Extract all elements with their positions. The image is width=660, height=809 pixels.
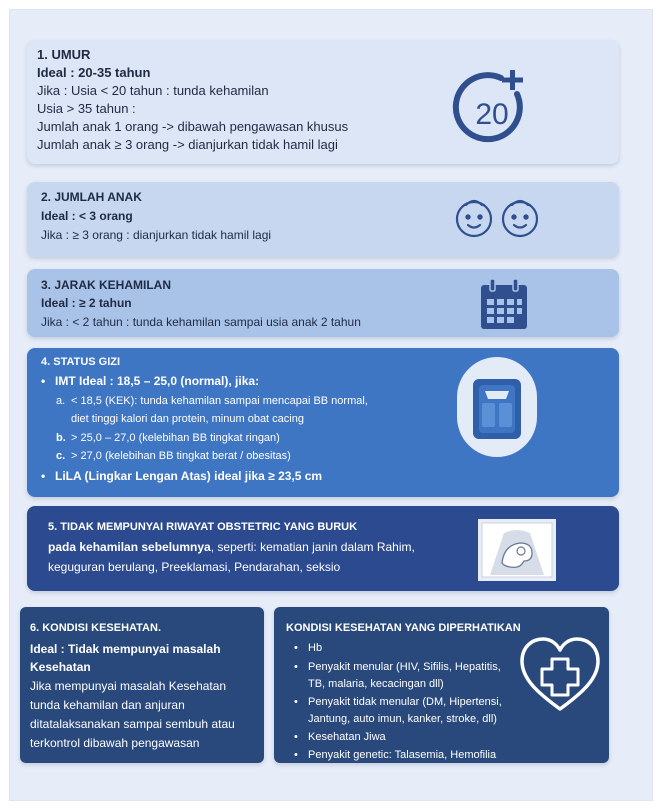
umur-line-3: Jumlah anak 1 orang -> dibawah pengawasan khusus: [37, 119, 349, 134]
gizi-imt: • IMT Ideal : 18,5 – 25,0 (normal), jika:: [55, 374, 259, 388]
gizi-b-marker: b.: [56, 432, 66, 444]
kesehatan-title: 6. KONDISI KESEHATAN.: [30, 622, 161, 634]
gizi-c-line: > 27,0 (kelebihan BB tingkat berat / obesitas): [71, 450, 291, 462]
umur-line-4: Jumlah anak ≥ 3 orang -> dianjurkan tidak hamil lagi: [37, 137, 338, 152]
gizi-a-line-1: < 18,5 (KEK): tunda kehamilan sampai mencapai BB normal,: [71, 395, 368, 407]
umur-line-2: Usia > 35 tahun :: [37, 101, 136, 116]
heart-medical-cross-icon: [518, 635, 602, 715]
diperhatikan-title: KONDISI KESEHATAN YANG DIPERHATIKAN: [286, 622, 521, 634]
card-status-gizi: [27, 348, 619, 497]
age-20-plus-icon: [451, 64, 537, 150]
jumlah-anak-title: 2. JUMLAH ANAK: [41, 190, 142, 204]
calendar-icon: [479, 277, 529, 331]
list-item: • Penyakit genetic: Talasemia, Hemofilia: [308, 749, 496, 761]
kesehatan-line-4: terkontrol dibawah pengawasan: [30, 736, 200, 750]
umur-line-1: Jika : Usia < 20 tahun : tunda kehamilan: [37, 83, 269, 98]
list-item: • Penyakit tidak menular (DM, Hipertensi,: [308, 696, 502, 708]
jumlah-anak-line-1: Jika : ≥ 3 orang : dianjurkan tidak hamil lagi: [41, 228, 272, 242]
weighing-scale-icon: [455, 353, 539, 461]
infographic-page: [9, 9, 653, 801]
ultrasound-icon: [478, 519, 556, 581]
kesehatan-line-3: ditatalaksanakan sampai sembuh atau: [30, 717, 235, 731]
gizi-c-marker: c.: [56, 450, 66, 462]
list-item-continuation: Jantung, auto imun, kanker, stroke, dll): [308, 713, 497, 725]
jarak-title: 3. JARAK KEHAMILAN: [41, 278, 172, 292]
umur-ideal: Ideal : 20-35 tahun: [37, 65, 151, 80]
umur-title: 1. UMUR: [37, 47, 91, 62]
gizi-lila: • LiLA (Lingkar Lengan Atas) ideal jika ≥ 23,5 cm: [55, 469, 322, 483]
kesehatan-line-2: tunda kehamilan dan anjuran: [30, 698, 185, 712]
list-item: • Hb: [308, 642, 322, 654]
card-umur: [27, 40, 619, 164]
obstetric-line-1: [48, 540, 415, 554]
gizi-title: 4. STATUS GIZI: [41, 356, 121, 368]
kesehatan-ideal-2: Kesehatan: [30, 660, 91, 674]
card-jarak-kehamilan: [27, 269, 619, 337]
jarak-line-1: Jika : < 2 tahun : tunda kehamilan sampai usia anak 2 tahun: [41, 315, 361, 329]
list-item-continuation: TB, malaria, kecacingan dll): [308, 678, 444, 690]
card-riwayat-obstetric: [27, 506, 619, 591]
obstetric-title: 5. TIDAK MEMPUNYAI RIWAYAT OBSTETRIC YANG BURUK: [48, 521, 358, 533]
baby-faces-icon: [452, 195, 542, 243]
gizi-b-line: > 25,0 – 27,0 (kelebihan BB tingkat ringan): [71, 432, 280, 444]
list-item: • Kesehatan Jiwa: [308, 731, 386, 743]
gizi-a-line-2: diet tinggi kalori dan protein, minum obat cacing: [71, 413, 304, 425]
kesehatan-line-1: Jika mempunyai masalah Kesehatan: [30, 679, 227, 693]
jumlah-anak-ideal: Ideal : < 3 orang: [41, 209, 133, 223]
card-kondisi-kesehatan: [20, 607, 264, 763]
kesehatan-ideal-1: Ideal : Tidak mempunyai masalah: [30, 642, 221, 656]
list-item: • Penyakit menular (HIV, Sifilis, Hepatitis,: [308, 661, 501, 673]
jarak-ideal: Ideal : ≥ 2 tahun: [41, 296, 132, 310]
card-kondisi-diperhatikan: [274, 607, 609, 763]
obstetric-line-1-rest: , seperti: kematian janin dalam Rahim,: [210, 540, 415, 554]
obstetric-line-2: keguguran berulang, Preeklamasi, Pendarahan, seksio: [48, 560, 341, 574]
card-jumlah-anak: [27, 182, 619, 257]
obstetric-line-1-bold: pada kehamilan sebelumnya: [48, 540, 211, 554]
age-icon-number: 20: [475, 98, 509, 131]
gizi-a-marker: a.: [56, 395, 66, 407]
